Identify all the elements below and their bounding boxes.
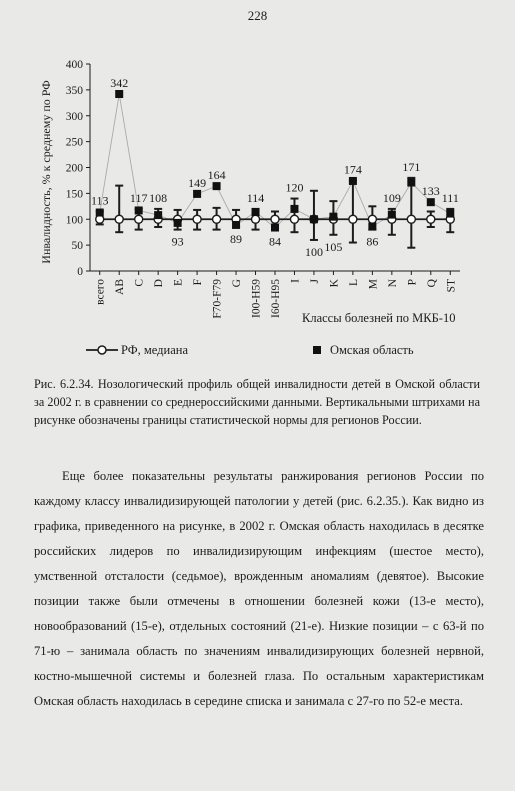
y-tick-label: 400 [65,59,83,71]
x-tick-label: I [289,279,302,283]
data-label: 133 [421,184,440,199]
y-tick-label: 0 [77,266,83,278]
median-point [349,215,357,223]
data-label: 342 [110,76,129,91]
data-label: 171 [402,159,421,174]
region-point [329,213,337,221]
region-point [349,177,357,185]
region-point [446,210,454,218]
x-tick-label: AB [114,279,127,295]
data-label: 109 [382,190,401,205]
median-point [290,215,298,223]
region-point [407,179,415,187]
data-label: 114 [246,190,265,205]
x-tick-label: K [328,279,341,288]
x-tick-label: P [406,279,419,286]
region-point [193,190,201,198]
x-tick-label: I60-H95 [270,279,282,318]
data-label: 93 [171,234,184,249]
y-tick-label: 300 [65,110,83,123]
region-point [388,211,396,219]
region-connector-line [100,94,451,228]
x-tick-label: L [347,279,360,287]
data-label: 164 [207,168,226,183]
y-tick-label: 250 [65,136,83,149]
median-point [115,215,123,223]
x-tick-label: E [172,279,185,287]
data-label: 149 [188,175,207,190]
figure-caption: Рис. 6.2.34. Нозологический профиль общей инвалидности детей в Омской области за 2002 г. в сравнении со среднероссийскими данными. Вертикальными штрихами на рисунке обозначены границы статистической нормы для регионов России. [34,377,480,427]
data-label: 174 [343,162,362,177]
region-point [213,182,221,190]
region-point [271,224,279,232]
region-point [96,209,104,217]
y-axis-label: Инвалидность, % к среднему по РФ [39,80,53,264]
region-point [310,215,318,223]
page-number: 228 [247,8,268,23]
region-point [427,198,435,206]
region-point [154,211,162,219]
data-label: 105 [324,239,343,254]
region-point [252,208,260,216]
x-tick-label: M [367,279,380,290]
data-label: 111 [441,190,459,205]
region-point [135,206,143,214]
legend-region-marker [313,346,321,354]
y-tick-label: 100 [65,214,83,227]
region-point [290,205,298,213]
y-tick-label: 200 [65,162,83,175]
legend [86,343,414,357]
data-label: 117 [129,190,148,205]
data-label: 113 [90,193,109,208]
x-tick-label: всего [94,279,107,305]
x-tick-label: N [386,279,399,288]
legend-region-label: Омская область [330,343,414,357]
x-tick-label: ST [445,279,458,293]
region-point [368,222,376,230]
x-tick-label: D [153,279,166,288]
data-label: 84 [269,234,281,249]
y-tick-label: 150 [65,188,83,201]
chart [0,0,515,370]
legend-median-marker [98,346,106,354]
median-point [252,215,260,223]
median-point [135,215,143,223]
plot-area [66,59,460,319]
data-label: 120 [285,180,304,195]
x-tick-label: G [231,279,244,288]
x-axis-label: Классы болезней по МКБ-10 [302,311,456,325]
median-point [271,215,279,223]
data-label: 108 [149,190,168,205]
x-tick-label: Q [425,279,438,288]
x-tick-label: J [308,279,321,284]
data-label: 100 [304,244,323,259]
y-tick-label: 350 [65,84,83,97]
region-point [174,219,182,227]
x-tick-label: F70-F79 [211,279,224,319]
data-label: 89 [230,232,243,247]
paragraph: Еще более показательны результаты ранжирования регионов России по каждому классу инвалидизирующей патологии у детей (рис. 6.2.35.). Как видно из графика, приведенного на рисунке, в 2002 г. Омская область находилась в десятке российских лидеров по инвалидизирующим инфекциям (шестое место), умственной отсталости (седьмое), врожденным аномалиям (девятое). Высокие позиции также были отмечены в отношении болезней кожи (13-е место), новообразований (15-е), отдельных состояний (21-е). Низкие позиции – с 63-й по 71-ю – занимала область по значениям инвалидизирующих болезней нервной, костно-мышечной системы и болезней глаза. По остальным характеристикам Омская область находилась в середине списка и занимала с 27-го по 52-е места. [34,469,484,708]
x-tick-label: C [133,279,146,287]
median-point [427,215,435,223]
median-point [213,215,221,223]
region-point [115,90,123,98]
y-tick-label: 50 [71,240,83,253]
x-tick-label: I00-H59 [250,279,263,318]
body-text [34,464,484,714]
region-point [232,221,240,229]
median-point [407,215,415,223]
legend-median-label: РФ, медиана [121,343,188,357]
x-tick-label: F [192,279,205,286]
median-point [368,215,376,223]
data-label: 86 [366,234,379,249]
median-point [193,215,201,223]
